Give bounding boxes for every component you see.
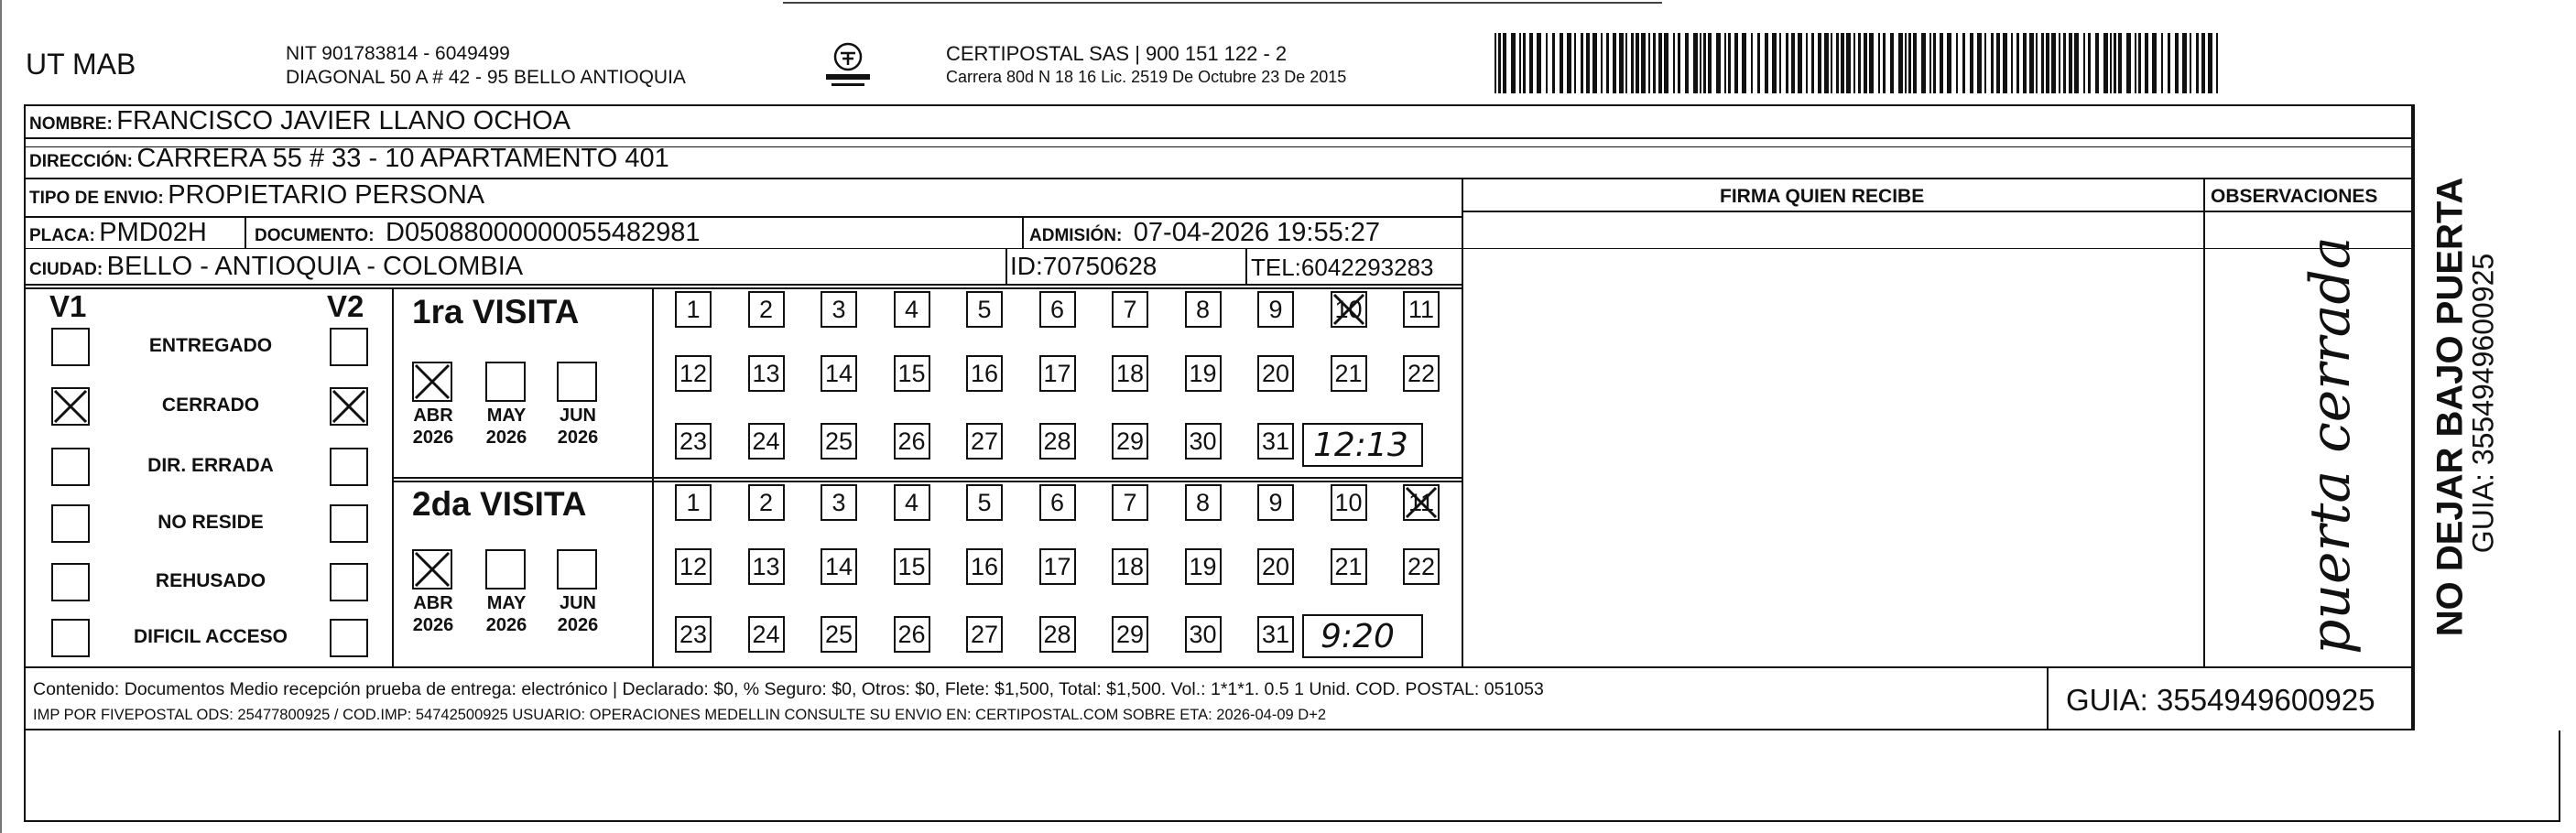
visit2-day-box[interactable]: 5	[966, 484, 1003, 521]
observation-note: puerta cerrada	[2299, 236, 2363, 654]
observations-header: OBSERVACIONES	[2211, 186, 2378, 207]
company-name: UT MAB	[26, 48, 136, 81]
id-value: ID:70750628	[1010, 252, 1158, 280]
visit1-day-box[interactable]: 26	[894, 423, 930, 460]
city-field	[29, 252, 523, 282]
x-mark-icon	[51, 387, 90, 426]
visit1-day-box[interactable]: 6	[1039, 291, 1076, 328]
v2-checkbox[interactable]	[330, 563, 368, 601]
visit1-day-box[interactable]: 3	[821, 291, 857, 328]
visit1-month-label: ABR	[413, 406, 453, 426]
visit2-day-box[interactable]: 29	[1112, 616, 1148, 653]
visit2-day-box[interactable]: 6	[1039, 484, 1076, 521]
visit1-day-box[interactable]: 16	[966, 355, 1003, 392]
carrier: CERTIPOSTAL SAS | 900 151 122 - 2	[946, 42, 1288, 65]
document-field	[255, 218, 701, 248]
visit2-day-box[interactable]: 23	[675, 616, 712, 653]
status-label: REHUSADO	[155, 570, 266, 591]
visit1-day-box[interactable]: 28	[1039, 423, 1076, 460]
type-value: PROPIETARIO PERSONA	[168, 180, 485, 210]
visit2-day-box[interactable]: 20	[1257, 548, 1294, 585]
visit1-day-box[interactable]: 31	[1257, 423, 1294, 460]
visit1-year-label: 2026	[485, 427, 527, 448]
visit2-day-box[interactable]: 13	[748, 548, 785, 585]
visit2-day-box[interactable]: 16	[966, 548, 1003, 585]
visit2-month-checkbox[interactable]	[485, 549, 526, 590]
visit1-day-box[interactable]: 21	[1331, 355, 1367, 392]
visit2-title: 2da VISITA	[412, 485, 587, 523]
visit2-day-box[interactable]: 22	[1403, 548, 1440, 585]
status-label: CERRADO	[161, 395, 260, 416]
city-label: CIUDAD:	[29, 260, 103, 279]
x-mark-icon	[412, 362, 452, 402]
visit2-day-box[interactable]: 30	[1185, 616, 1222, 653]
visit2-month-label: JUN	[559, 593, 596, 613]
city-value: BELLO - ANTIOQUIA - COLOMBIA	[106, 252, 524, 281]
content-line: Contenido: Documentos Medio recepción prueba de entrega: electrónico | Declarado: $0, % Seguro: $0, Otros: $0, Flete: $1,500, Total: $1,500. Vol.: 1*1*1. 0.5 1 Unid. COD. POSTAL: 051053	[33, 679, 1544, 699]
visit2-day-box[interactable]: 28	[1039, 616, 1076, 653]
name-field	[29, 106, 571, 136]
v2-checkbox[interactable]	[330, 328, 368, 366]
nit: NIT 901783814 - 6049499	[286, 43, 510, 64]
visit1-month-checkbox[interactable]	[485, 362, 526, 402]
plate-value: PMD02H	[99, 218, 207, 247]
visit2-day-box[interactable]: 18	[1112, 548, 1148, 585]
visit2-day-box[interactable]: 4	[894, 484, 930, 521]
visit2-day-box[interactable]: 14	[821, 548, 857, 585]
visit1-year-label: 2026	[412, 427, 454, 448]
visit2-day-box[interactable]: 8	[1185, 484, 1222, 521]
visit2-day-box[interactable]: 1	[675, 484, 712, 521]
visit2-time: 9:20	[1321, 618, 1395, 655]
certipostal-logo	[822, 40, 874, 92]
lower-blank-area	[24, 730, 2560, 822]
tel-value: TEL:6042293283	[1251, 254, 1434, 281]
visit1-day-box[interactable]: 17	[1039, 355, 1076, 392]
plate-label: PLACA:	[29, 226, 95, 245]
visit2-day-box[interactable]: 17	[1039, 548, 1076, 585]
visit2-day-box[interactable]: 27	[966, 616, 1003, 653]
address-value: CARRERA 55 # 33 - 10 APARTAMENTO 401	[136, 144, 669, 173]
document-label: DOCUMENTO:	[255, 226, 375, 245]
visit2-month-checkbox[interactable]	[557, 549, 597, 590]
side-guia: GUIA: 3554949600925	[2466, 253, 2500, 554]
visit2-month-checkbox[interactable]	[412, 549, 452, 590]
signature-header: FIRMA QUIEN RECIBE	[1720, 186, 1925, 207]
status-label: DIR. ERRADA	[147, 455, 274, 476]
visit1-day-box[interactable]: 12	[675, 355, 712, 392]
v1-checkbox[interactable]	[51, 387, 90, 426]
visit2-day-box[interactable]: 25	[821, 616, 857, 653]
visit1-day-box[interactable]: 25	[821, 423, 857, 460]
visit1-day-box[interactable]: 20	[1257, 355, 1294, 392]
type-label: TIPO DE ENVIO:	[29, 189, 164, 208]
type-field	[29, 180, 484, 211]
status-label: DIFICIL ACCESO	[133, 626, 288, 647]
status-label: ENTREGADO	[148, 335, 273, 356]
visit1-month-checkbox[interactable]	[557, 362, 597, 402]
v1-checkbox[interactable]	[51, 563, 90, 601]
admission-field	[1029, 218, 1380, 248]
sender-address: DIAGONAL 50 A # 42 - 95 BELLO ANTIOQUIA	[286, 67, 686, 88]
visit1-day-box[interactable]: 14	[821, 355, 857, 392]
scan-edge	[0, 0, 2, 833]
visit1-day-box[interactable]: 4	[894, 291, 930, 328]
v1-checkbox[interactable]	[51, 619, 90, 657]
imp-line: IMP POR FIVEPOSTAL ODS: 25477800925 / COD.IMP: 54742500925 USUARIO: OPERACIONES MEDELLIN CONSULTE SU ENVIO EN: CERTIPOSTAL.COM SOBRE ETA: 2026-04-09 D+2	[33, 707, 1327, 723]
visit2-year-label: 2026	[557, 615, 599, 635]
visit2-month-label: ABR	[413, 593, 453, 613]
visit1-day-box[interactable]: 19	[1185, 355, 1222, 392]
visit1-day-box[interactable]: 15	[894, 355, 930, 392]
visit1-day-box[interactable]: 9	[1257, 291, 1294, 328]
visit2-day-box[interactable]: 21	[1331, 548, 1367, 585]
side-warning: NO DEJAR BAJO PUERTA	[2429, 177, 2471, 637]
visit1-day-box[interactable]: 27	[966, 423, 1003, 460]
address-label: DIRECCIÓN:	[29, 152, 133, 171]
v2-checkbox[interactable]	[330, 448, 368, 486]
visit1-month-label: MAY	[486, 406, 527, 426]
visit2-year-label: 2026	[412, 615, 454, 635]
v1-checkbox[interactable]	[51, 328, 90, 366]
visit1-day-box[interactable]: 2	[748, 291, 785, 328]
visit1-day-box[interactable]: 24	[748, 423, 785, 460]
visit2-day-box[interactable]: 10	[1331, 484, 1367, 521]
visit1-month-checkbox[interactable]	[412, 362, 452, 402]
x-mark-icon	[1403, 484, 1440, 521]
visit1-day-box[interactable]: 23	[675, 423, 712, 460]
visit2-day-box[interactable]: 15	[894, 548, 930, 585]
carrier-address: Carrera 80d N 18 16 Lic. 2519 De Octubre 23 De 2015	[946, 68, 1347, 86]
visit2-day-box[interactable]: 12	[675, 548, 712, 585]
visit2-day-box[interactable]: 26	[894, 616, 930, 653]
v1-header: V1	[49, 289, 87, 323]
v2-checkbox[interactable]	[330, 504, 368, 543]
name-value: FRANCISCO JAVIER LLANO OCHOA	[116, 106, 571, 135]
visit2-day-box[interactable]: 19	[1185, 548, 1222, 585]
visit2-day-box[interactable]: 7	[1112, 484, 1148, 521]
admission-label: ADMISIÓN:	[1029, 226, 1123, 245]
v2-header: V2	[327, 289, 364, 323]
visit2-time-box[interactable]	[1302, 614, 1423, 658]
visit2-day-box[interactable]: 9	[1257, 484, 1294, 521]
visit1-day-box[interactable]: 10	[1331, 291, 1367, 328]
visit1-title: 1ra VISITA	[412, 293, 580, 330]
visit1-day-box[interactable]: 29	[1112, 423, 1148, 460]
document-value: D05088000000055482981	[386, 218, 701, 247]
x-mark-icon	[330, 387, 368, 426]
footer-guia: GUIA: 3554949600925	[2066, 683, 2375, 717]
visit1-day-box[interactable]: 7	[1112, 291, 1148, 328]
v1-checkbox[interactable]	[51, 504, 90, 543]
visit1-time: 12:13	[1313, 427, 1408, 464]
visit1-day-box[interactable]: 18	[1112, 355, 1148, 392]
plate-field	[29, 218, 207, 248]
visit2-day-box[interactable]: 11	[1403, 484, 1440, 521]
visit2-day-box[interactable]: 24	[748, 616, 785, 653]
admission-value: 07-04-2026 19:55:27	[1133, 218, 1381, 247]
visit2-day-box[interactable]: 2	[748, 484, 785, 521]
barcode	[1495, 33, 2227, 95]
v2-checkbox[interactable]	[330, 619, 368, 657]
visit1-day-box[interactable]: 13	[748, 355, 785, 392]
visit2-day-box[interactable]: 31	[1257, 616, 1294, 653]
v1-checkbox[interactable]	[51, 448, 90, 486]
visit1-month-label: JUN	[559, 406, 596, 426]
visit1-day-box[interactable]: 5	[966, 291, 1003, 328]
visit1-year-label: 2026	[557, 427, 599, 448]
visit1-day-box[interactable]: 8	[1185, 291, 1222, 328]
v2-checkbox[interactable]	[330, 387, 368, 426]
visit2-year-label: 2026	[485, 615, 527, 635]
visit1-time-box[interactable]	[1302, 423, 1423, 467]
scan-edge-top	[783, 2, 1662, 4]
visit1-day-box[interactable]: 22	[1403, 355, 1440, 392]
visit1-day-box[interactable]: 11	[1403, 291, 1440, 328]
address-field	[29, 144, 669, 174]
visit1-day-box[interactable]: 1	[675, 291, 712, 328]
visit2-month-label: MAY	[486, 593, 527, 613]
visit2-day-box[interactable]: 3	[821, 484, 857, 521]
status-label: NO RESIDE	[158, 512, 264, 533]
name-label: NOMBRE:	[29, 114, 113, 134]
visit1-day-box[interactable]: 30	[1185, 423, 1222, 460]
x-mark-icon	[1331, 291, 1367, 328]
x-mark-icon	[412, 549, 452, 590]
